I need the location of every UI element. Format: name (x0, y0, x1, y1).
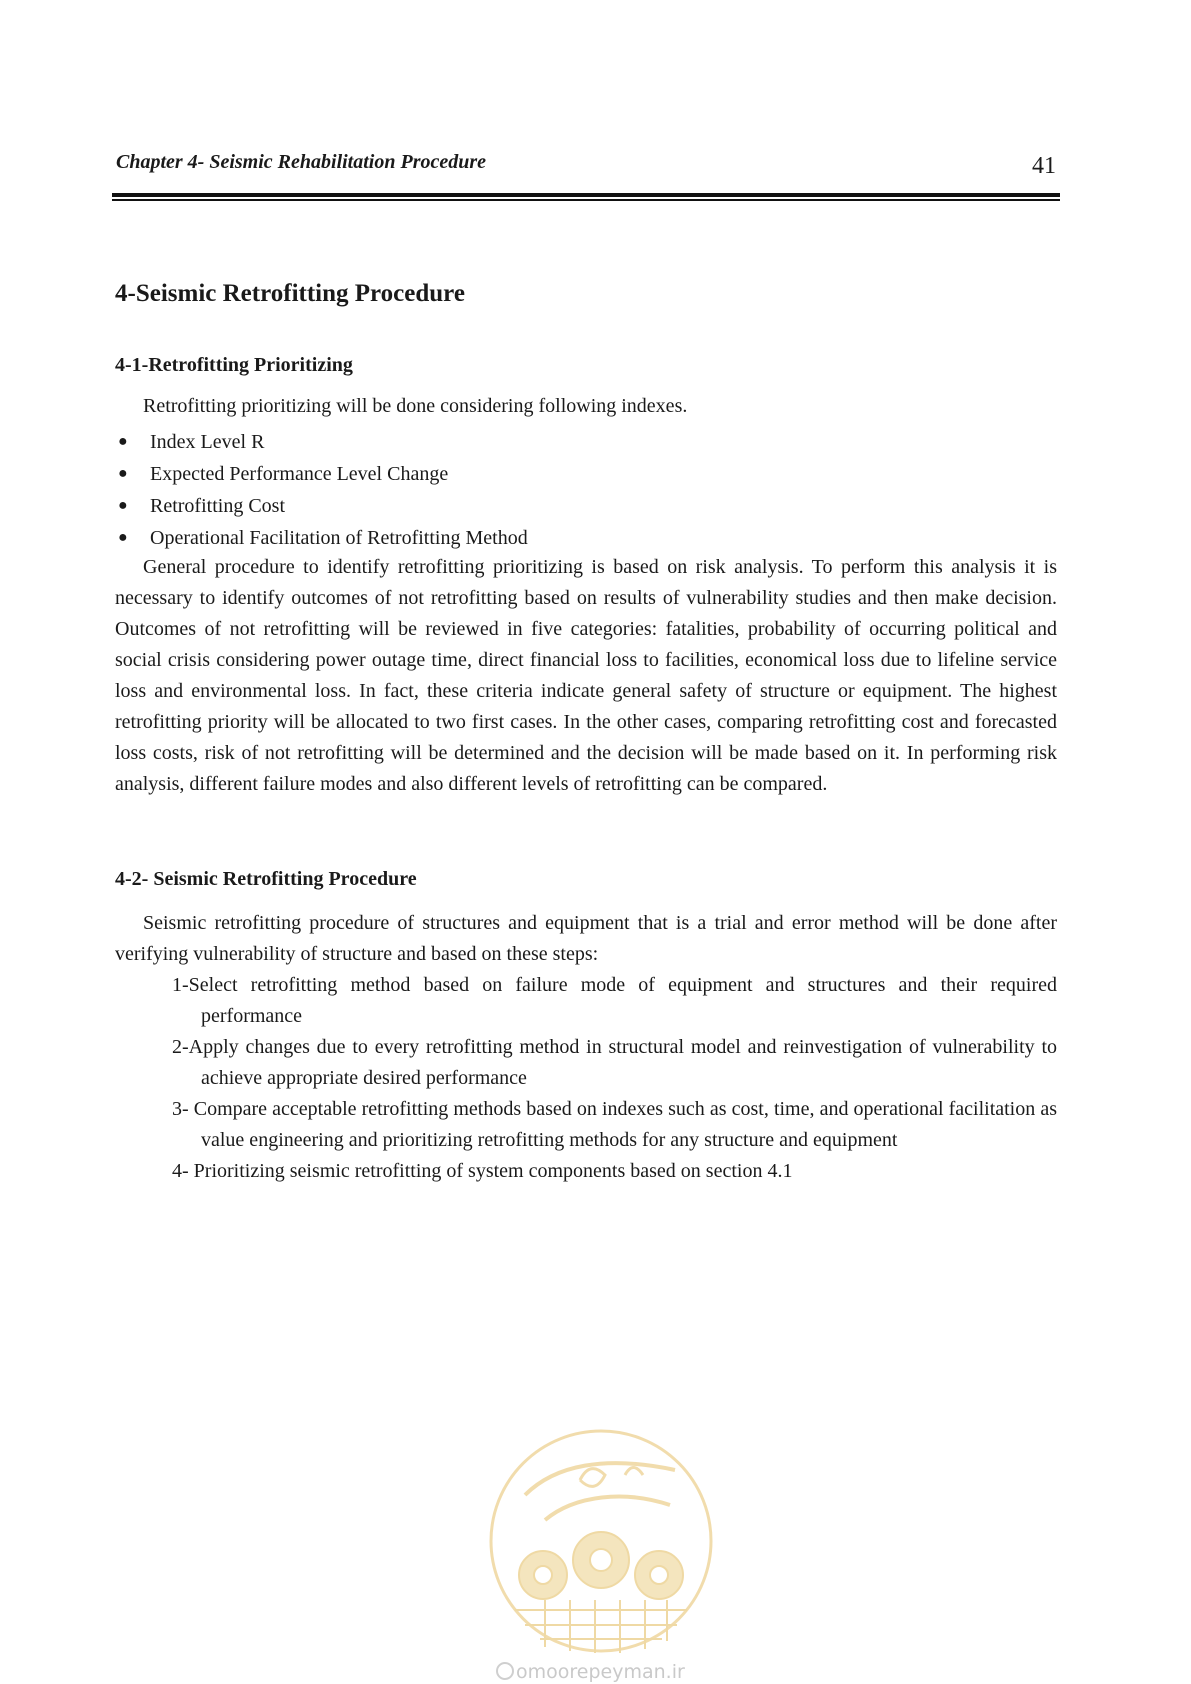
watermark-url (496, 1661, 685, 1683)
section-intro: Retrofitting prioritizing will be done considering following indexes. (143, 395, 688, 417)
step-item: 3- Compare acceptable retrofitting methods based on indexes such as cost, time, and operational facilitation as value engineering and prioritizing retrofitting methods for any structure and equipment (172, 1098, 1057, 1151)
page-number: 41 (1032, 153, 1056, 179)
bullet-icon: ● (118, 465, 128, 482)
section-heading-4-1: 4-1-Retrofitting Prioritizing (115, 354, 353, 376)
running-title: Chapter 4- Seismic Rehabilitation Procedure (116, 151, 487, 173)
running-header (116, 151, 1056, 179)
procedure-steps (172, 970, 1057, 1187)
procedure-paragraph: Seismic retrofitting procedure of structures and equipment that is a trial and error method will be done after verifying vulnerability of structure and based on these steps: (115, 912, 1057, 965)
step-item: 4- Prioritizing seismic retrofitting of system components based on section 4.1 (172, 1160, 793, 1182)
header-rule-thin (112, 199, 1060, 201)
list-item-text: Retrofitting Cost (150, 495, 285, 517)
bullet-icon: ● (118, 529, 128, 546)
step-item: 2-Apply changes due to every retrofitting method in structural model and reinvestigation of vulnerability to achieve appropriate desired performance (172, 1036, 1057, 1089)
chapter-title: 4-Seismic Retrofitting Procedure (115, 280, 465, 307)
bullet-icon: ● (118, 497, 128, 514)
globe-icon (496, 1662, 514, 1680)
step-item: 1-Select retrofitting method based on failure mode of equipment and structures and their required performance (172, 974, 1057, 1027)
bullet-icon: ● (118, 433, 128, 450)
list-item-text: Expected Performance Level Change (150, 463, 449, 485)
list-item-text: Index Level R (150, 431, 265, 453)
header-rule-thick (112, 193, 1060, 197)
watermark-url-text: omoorepeyman.ir (516, 1661, 685, 1683)
section-heading-4-2: 4-2- Seismic Retrofitting Procedure (115, 868, 417, 890)
risk-analysis-paragraph: General procedure to identify retrofitting prioritizing is based on risk analysis. To perform this analysis it is necessary to identify outcomes of not retrofitting based on results of vulnerability studies and then make decision. Outcomes of not retrofitting will be reviewed in five categories: fatalities, probability of occurring political and social crisis considering power outage time, direct financial loss to facilities, economical loss due to lifeline service loss and environmental loss. In fact, these criteria indicate general safety of structure or equipment. The highest retrofitting priority will be allocated to two first cases. In the other cases, comparing retrofitting cost and forecasted loss costs, risk of not retrofitting will be determined and the decision will be made based on it. In performing risk analysis, different failure modes and also different levels of retrofitting can be compared. (115, 556, 1057, 795)
list-item-text: Operational Facilitation of Retrofitting Method (150, 527, 528, 549)
watermark-logo (485, 1425, 717, 1657)
